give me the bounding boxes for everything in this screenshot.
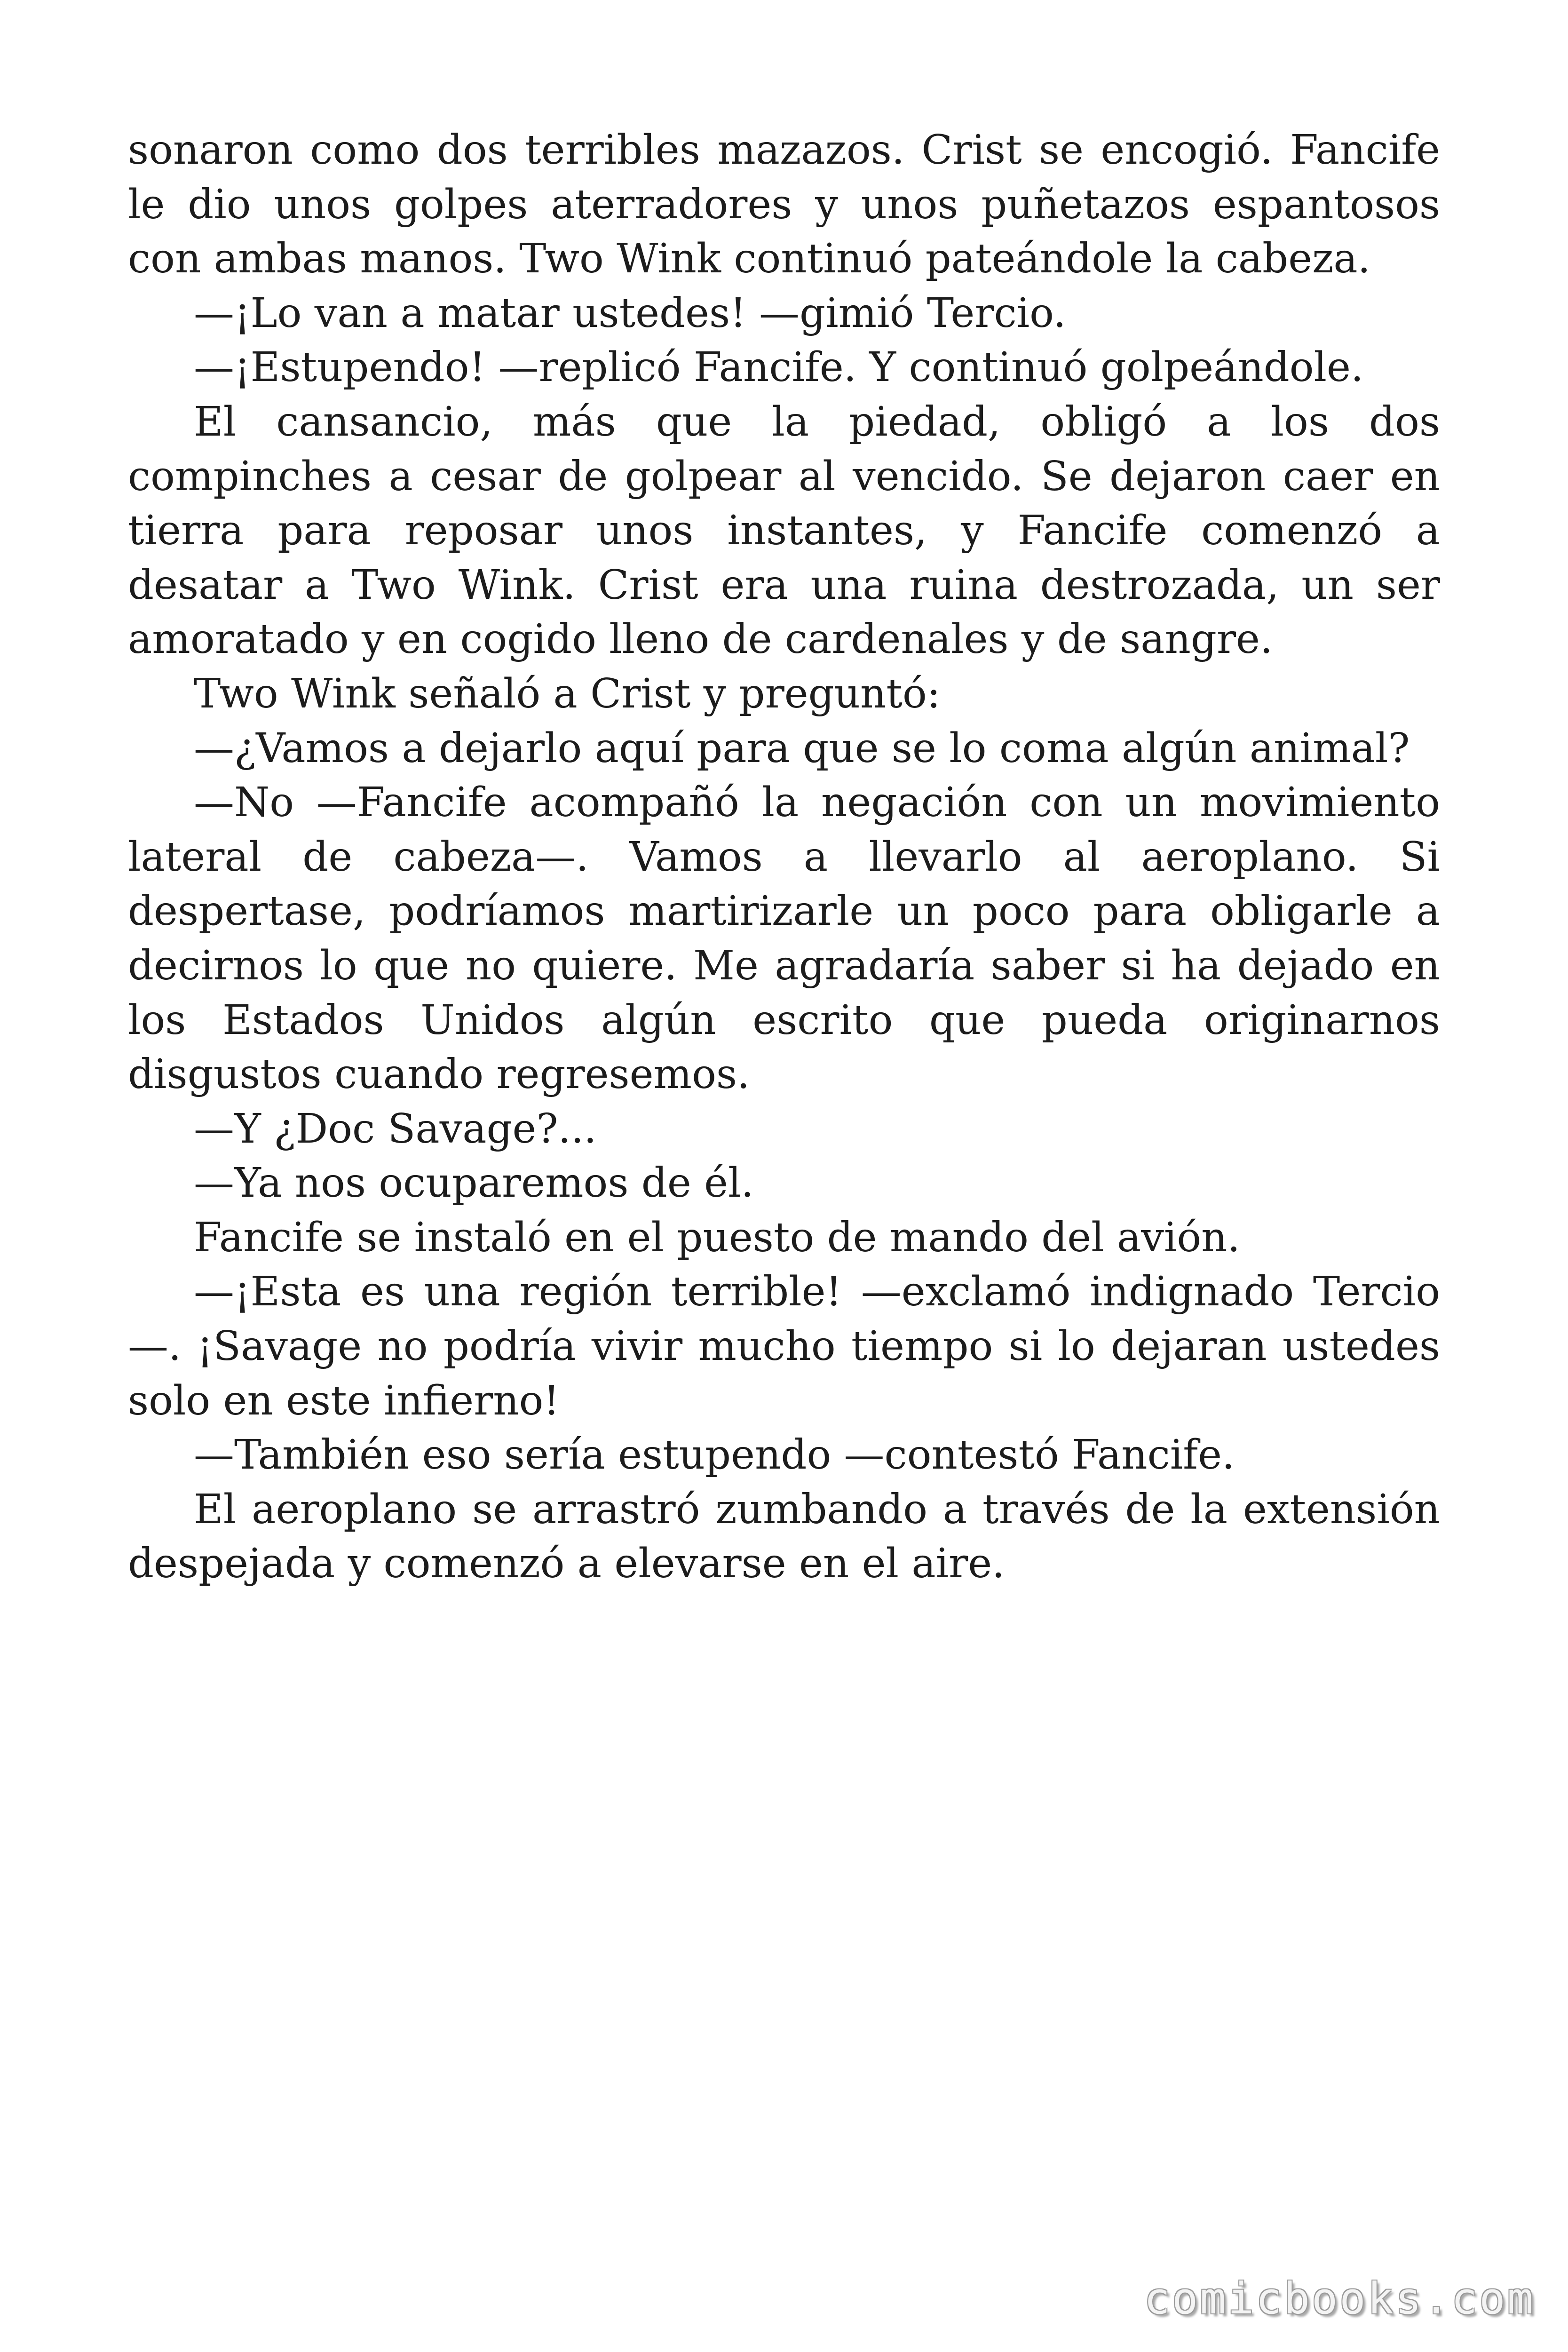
paragraph: —También eso sería estupendo —contestó Fancife. (194, 1431, 1235, 1479)
paragraph: El aeroplano se arrastró zumbando a través de la extensión despejada y comenzó a elevarse en el aire. (128, 1486, 1440, 1588)
paragraph: —¿Vamos a dejarlo aquí para que se lo coma algún animal? (194, 724, 1410, 772)
paragraph: —Y ¿Doc Savage?... (194, 1105, 597, 1152)
watermark-logo: comicbooks.com (1144, 2273, 1535, 2324)
body-text (128, 123, 1440, 1591)
paragraph: —¡Estupendo! —replicó Fancife. Y continuó golpeándole. (194, 344, 1364, 391)
paragraph: —No —Fancife acompañó la negación con un movimiento lateral de cabeza—. Vamos a llevarlo al aeroplano. Si despertase, podríamos martirizarle un poco para obligarle a decirnos lo que no quiere. Me agradaría saber si ha dejado en los Estados Unidos algún escrito que pueda originarnos disgustos cuando regresemos. (128, 779, 1440, 1098)
paragraph: Two Wink señaló a Crist y preguntó: (194, 670, 941, 717)
paragraph: —¡Lo van a matar ustedes! —gimió Tercio. (194, 289, 1066, 337)
paragraph: El cansancio, más que la piedad, obligó a los dos compinches a cesar de golpear al vencido. Se dejaron caer en tierra para reposar unos instantes, y Fancife comenzó a desatar a Two Wink. Crist era una ruina destrozada, un ser amoratado y en cogido lleno de cardenales y de sangre. (128, 398, 1440, 663)
paragraph: —¡Esta es una región terrible! —exclamó indignado Tercio—. ¡Savage no podría vivir mucho tiempo si lo dejaran ustedes solo en este infierno! (128, 1268, 1440, 1424)
paragraph: —Ya nos ocuparemos de él. (194, 1160, 754, 1207)
paragraph: Fancife se instaló en el puesto de mando del avión. (194, 1214, 1240, 1261)
paragraph: sonaron como dos terribles mazazos. Crist se encogió. Fancife le dio unos golpes aterradores y unos puñetazos espantosos con ambas manos. Two Wink continuó pateándole la cabeza. (128, 127, 1440, 283)
